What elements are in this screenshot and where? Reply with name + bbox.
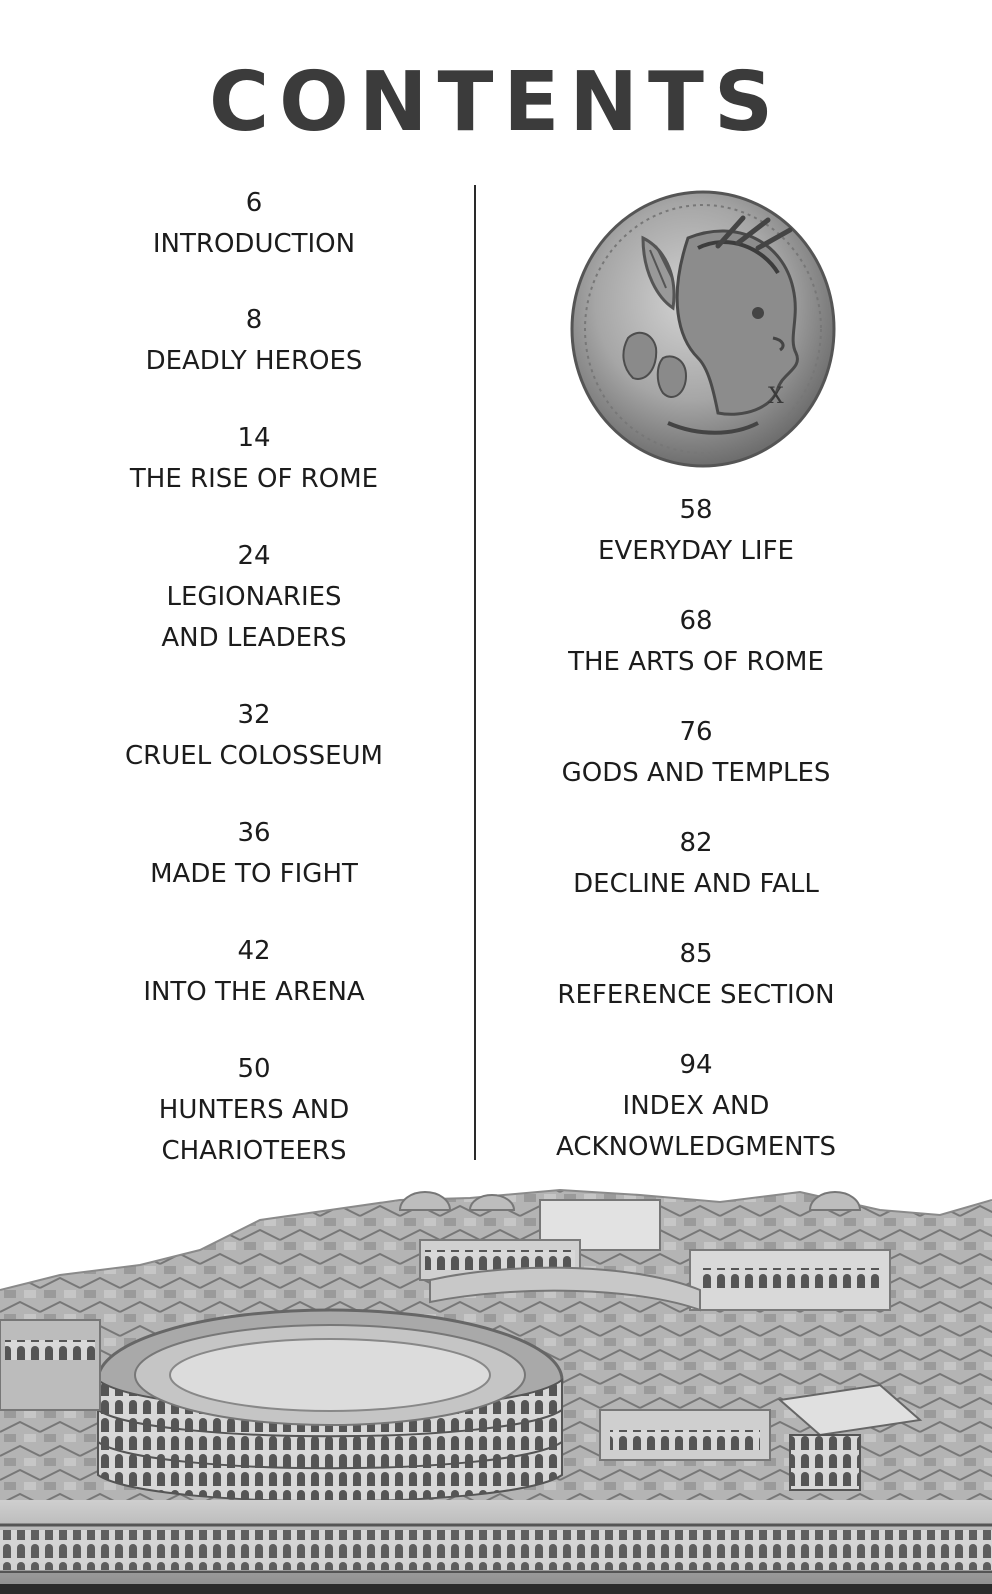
toc-page-number: 6 xyxy=(245,188,263,218)
toc-entry-deadly-heroes[interactable] xyxy=(54,300,454,382)
toc-label: INTO THE ARENA xyxy=(143,977,365,1007)
toc-entry-hunters[interactable] xyxy=(54,1049,454,1172)
toc-entry-gods-and-temples[interactable] xyxy=(496,712,896,794)
toc-entry-index[interactable] xyxy=(496,1045,896,1168)
toc-label: DEADLY HEROES xyxy=(145,346,363,376)
toc-entry-cruel-colosseum[interactable] xyxy=(54,695,454,777)
toc-page-number: 68 xyxy=(679,606,713,636)
toc-page-number: 24 xyxy=(237,541,271,571)
ancient-rome-city-image xyxy=(0,1180,992,1594)
toc-label: THE RISE OF ROME xyxy=(129,464,379,494)
toc-label: HUNTERS AND CHARIOTEERS xyxy=(158,1095,350,1166)
toc-label: THE ARTS OF ROME xyxy=(568,647,824,677)
toc-label: CRUEL COLOSSEUM xyxy=(125,741,383,771)
toc-label: LEGIONARIES AND LEADERS xyxy=(161,582,347,653)
toc-page-number: 85 xyxy=(679,939,713,969)
column-divider xyxy=(474,185,476,1160)
roman-coin-image xyxy=(568,188,838,470)
toc-entry-legionaries[interactable] xyxy=(54,536,454,659)
svg-text:X: X xyxy=(768,384,784,409)
toc-page-number: 14 xyxy=(237,423,271,453)
toc-entry-introduction[interactable] xyxy=(54,183,454,265)
toc-entry-made-to-fight[interactable] xyxy=(54,813,454,895)
toc-page-number: 76 xyxy=(679,717,713,747)
toc-label: REFERENCE SECTION xyxy=(557,980,835,1010)
toc-label: MADE TO FIGHT xyxy=(150,859,358,889)
toc-page-number: 42 xyxy=(237,936,271,966)
toc-label: INTRODUCTION xyxy=(152,229,356,259)
toc-page-number: 32 xyxy=(237,700,271,730)
toc-page-number: 8 xyxy=(245,305,263,335)
toc-label: GODS AND TEMPLES xyxy=(561,758,831,788)
toc-label: INDEX AND ACKNOWLEDGMENTS xyxy=(556,1091,836,1162)
toc-entry-rise-of-rome[interactable] xyxy=(54,418,454,500)
toc-entry-reference-section[interactable] xyxy=(496,934,896,1016)
toc-entry-into-the-arena[interactable] xyxy=(54,931,454,1013)
toc-entry-everyday-life[interactable] xyxy=(496,490,896,572)
toc-page-number: 50 xyxy=(237,1054,271,1084)
toc-entry-arts-of-rome[interactable] xyxy=(496,601,896,683)
toc-label: DECLINE AND FALL xyxy=(573,869,819,899)
toc-page-number: 58 xyxy=(679,495,713,525)
toc-label: EVERYDAY LIFE xyxy=(598,536,794,566)
toc-page-number: 94 xyxy=(679,1050,713,1080)
toc-page-number: 82 xyxy=(679,828,713,858)
toc-entry-decline-and-fall[interactable] xyxy=(496,823,896,905)
page-title: CONTENTS xyxy=(208,55,784,150)
toc-page-number: 36 xyxy=(237,818,271,848)
